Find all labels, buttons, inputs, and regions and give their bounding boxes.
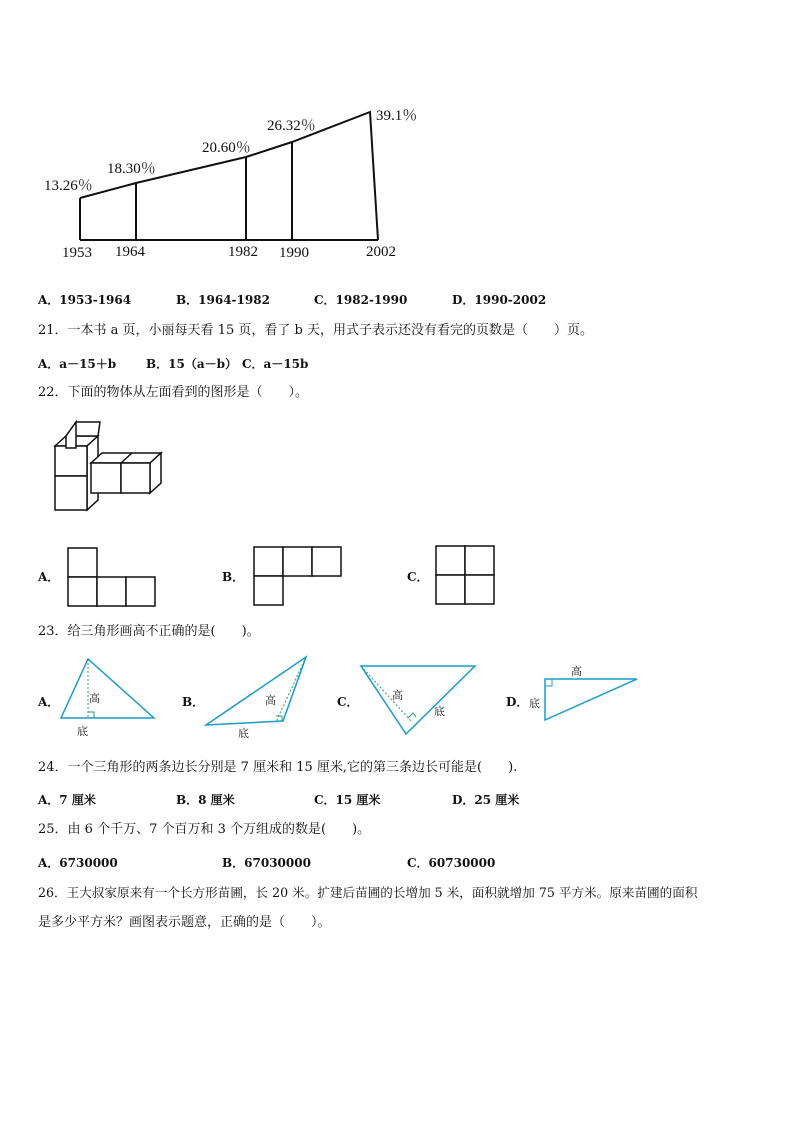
q23-triangle-d[interactable]: [543, 677, 643, 727]
q20-option-c[interactable]: C．1982-1990: [314, 293, 408, 307]
q22-option-b-figure[interactable]: [252, 545, 344, 607]
cube-stack-figure: [48, 418, 188, 518]
x-tick-1953: 1953: [62, 245, 92, 261]
q24-option-a[interactable]: A．7 厘米: [38, 793, 96, 807]
q21-stem: 21．一本书 a 页，小丽每天看 15 页，看了 b 天，用式子表示还没有看完的页数是（ ）页。: [38, 323, 593, 338]
q25-option-c[interactable]: C．60730000: [407, 856, 496, 870]
q23-d-height-label: 高: [571, 665, 582, 678]
q26-stem-line1: 26．王大叔家原来有一个长方形苗圃，长 20 米。扩建后苗圃的长增加 5 米，面积就增加 75 平方米。原来苗圃的面积: [38, 885, 698, 900]
q23-option-b[interactable]: B．: [182, 695, 205, 709]
q23-a-base-label: 底: [77, 725, 88, 738]
q25-stem: 25．由 6 个千万、7 个百万和 3 个万组成的数是( )。: [38, 822, 371, 837]
q23-b-height-label: 高: [265, 694, 276, 707]
q22-option-a-figure[interactable]: [66, 546, 158, 608]
data-label-1982: 20.60％: [202, 140, 251, 156]
q20-option-a[interactable]: A．1953-1964: [38, 293, 132, 307]
q26-stem-line2: 是多少平方米？画图表示题意，正确的是（ ）。: [38, 915, 331, 930]
chart-lines: [0, 0, 794, 280]
q20-option-d[interactable]: D．1990-2002: [452, 293, 547, 307]
q21-option-b[interactable]: B．15（a－b）: [146, 357, 238, 371]
q23-c-base-label: 底: [434, 705, 445, 718]
q23-a-height-label: 高: [89, 692, 100, 705]
data-label-1964: 18.30％: [107, 161, 156, 177]
q21-option-a[interactable]: A．a－15＋b: [38, 357, 117, 371]
x-tick-1990: 1990: [279, 245, 309, 261]
q24-stem: 24．一个三角形的两条边长分别是 7 厘米和 15 厘米,它的第三条边长可能是( ).: [38, 760, 518, 775]
q25-option-a[interactable]: A．6730000: [38, 856, 118, 870]
q23-d-base-label: 底: [529, 697, 540, 710]
q22-option-a[interactable]: A．: [38, 570, 60, 584]
q23-c-height-label: 高: [392, 689, 403, 702]
q25-option-b[interactable]: B．67030000: [222, 856, 311, 870]
q23-option-c[interactable]: C．: [337, 695, 359, 709]
q24-option-d[interactable]: D．25 厘米: [452, 793, 520, 807]
x-tick-1964: 1964: [115, 244, 145, 260]
q21-option-c[interactable]: C．a－15b: [242, 357, 309, 371]
q23-option-a[interactable]: A．: [38, 695, 60, 709]
q24-option-b[interactable]: B．8 厘米: [176, 793, 235, 807]
q23-triangle-a[interactable]: [58, 656, 158, 736]
x-tick-1982: 1982: [228, 244, 258, 260]
q22-stem: 22．下面的物体从左面看到的图形是（ ）。: [38, 385, 309, 400]
data-label-1953: 13.26％: [44, 178, 93, 194]
q22-option-c[interactable]: C．: [407, 570, 429, 584]
q22-option-c-figure[interactable]: [434, 544, 496, 606]
data-label-1990: 26.32％: [267, 118, 316, 134]
q24-option-c[interactable]: C．15 厘米: [314, 793, 381, 807]
data-label-2002: 39.1％: [376, 108, 418, 124]
q23-option-d[interactable]: D．: [506, 695, 529, 709]
q22-option-b[interactable]: B．: [222, 570, 245, 584]
q23-b-base-label: 底: [238, 727, 249, 740]
q23-triangle-c[interactable]: [358, 663, 480, 743]
q23-triangle-b[interactable]: [203, 654, 313, 734]
q23-stem: 23．给三角形画高不正确的是( )。: [38, 624, 260, 639]
x-tick-2002: 2002: [366, 244, 396, 260]
q20-option-b[interactable]: B．1964-1982: [176, 293, 270, 307]
